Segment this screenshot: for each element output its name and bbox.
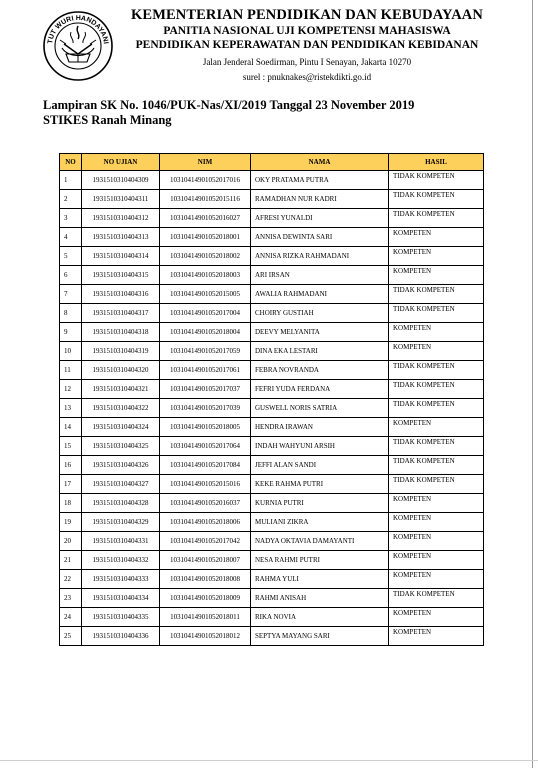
svg-text:TUT WURI HANDAYANI: TUT WURI HANDAYANI	[47, 14, 109, 45]
cell-no: 22	[60, 570, 82, 589]
cell-no: 21	[60, 551, 82, 570]
cell-nim: 10310414901052018005	[160, 418, 251, 437]
cell-nim: 10310414901052018003	[160, 266, 251, 285]
table-row	[60, 570, 484, 589]
cell-nim: 10310414901052018002	[160, 247, 251, 266]
cell-no: 8	[60, 304, 82, 323]
cell-nim: 10310414901052016027	[160, 209, 251, 228]
table-row	[60, 266, 484, 285]
cell-no: 13	[60, 399, 82, 418]
cell-nama: CHOIRY GUSTIAH	[251, 304, 389, 323]
cell-no-ujian: 1931510310404318	[82, 323, 160, 342]
cell-no: 12	[60, 380, 82, 399]
cell-nama: JEFFI ALAN SANDI	[251, 456, 389, 475]
cell-nim: 10310414901052016037	[160, 494, 251, 513]
cell-hasil: KOMPETEN	[389, 532, 484, 551]
cell-nama: INDAH WAHYUNI ARSIH	[251, 437, 389, 456]
cell-no: 23	[60, 589, 82, 608]
cell-nim: 10310414901052017039	[160, 399, 251, 418]
cell-no: 2	[60, 190, 82, 209]
column-header-nama: NAMA	[251, 154, 389, 171]
cell-hasil: KOMPETEN	[389, 228, 484, 247]
cell-no-ujian: 1931510310404313	[82, 228, 160, 247]
cell-no: 19	[60, 513, 82, 532]
results-table	[59, 153, 484, 646]
cell-no: 6	[60, 266, 82, 285]
cell-nama: SEPTYA MAYANG SARI	[251, 627, 389, 646]
cell-nama: KEKE RAHMA PUTRI	[251, 475, 389, 494]
cell-no: 20	[60, 532, 82, 551]
column-header-no: NO	[60, 154, 82, 171]
cell-no: 5	[60, 247, 82, 266]
cell-no-ujian: 1931510310404320	[82, 361, 160, 380]
cell-nim: 10310414901052017016	[160, 171, 251, 190]
cell-hasil: KOMPETEN	[389, 266, 484, 285]
cell-hasil: KOMPETEN	[389, 323, 484, 342]
cell-no-ujian: 1931510310404325	[82, 437, 160, 456]
cell-nama: MULIANI ZIKRA	[251, 513, 389, 532]
cell-no-ujian: 1931510310404333	[82, 570, 160, 589]
cell-no-ujian: 1931510310404317	[82, 304, 160, 323]
cell-nim: 10310414901052018009	[160, 589, 251, 608]
cell-nama: AFRESI YUNALDI	[251, 209, 389, 228]
table-row	[60, 456, 484, 475]
table-row	[60, 532, 484, 551]
cell-nama: ARI IRSAN	[251, 266, 389, 285]
cell-no-ujian: 1931510310404322	[82, 399, 160, 418]
cell-no: 24	[60, 608, 82, 627]
cell-no-ujian: 1931510310404326	[82, 456, 160, 475]
table-row	[60, 437, 484, 456]
table-row	[60, 380, 484, 399]
cell-hasil: KOMPETEN	[389, 494, 484, 513]
table-row	[60, 342, 484, 361]
cell-nama: DINA EKA LESTARI	[251, 342, 389, 361]
table-row	[60, 247, 484, 266]
cell-no-ujian: 1931510310404336	[82, 627, 160, 646]
cell-nama: NADYA OKTAVIA DAMAYANTI	[251, 532, 389, 551]
column-header-nim: NIM	[160, 154, 251, 171]
cell-no-ujian: 1931510310404329	[82, 513, 160, 532]
cell-nim: 10310414901052017037	[160, 380, 251, 399]
cell-nim: 10310414901052017061	[160, 361, 251, 380]
cell-no-ujian: 1931510310404331	[82, 532, 160, 551]
cell-no-ujian: 1931510310404332	[82, 551, 160, 570]
cell-no: 3	[60, 209, 82, 228]
cell-no-ujian: 1931510310404328	[82, 494, 160, 513]
cell-hasil: KOMPETEN	[389, 608, 484, 627]
cell-no: 16	[60, 456, 82, 475]
cell-nama: AWALIA RAHMADANI	[251, 285, 389, 304]
cell-nama: GUSWELL NORIS SATRIA	[251, 399, 389, 418]
cell-no-ujian: 1931510310404334	[82, 589, 160, 608]
cell-hasil: KOMPETEN	[389, 513, 484, 532]
column-header-no-ujian: NO UJIAN	[82, 154, 160, 171]
cell-no-ujian: 1931510310404324	[82, 418, 160, 437]
cell-hasil: KOMPETEN	[389, 418, 484, 437]
cell-no-ujian: 1931510310404312	[82, 209, 160, 228]
cell-no: 25	[60, 627, 82, 646]
cell-hasil: TIDAK KOMPETEN	[389, 209, 484, 228]
table-row	[60, 418, 484, 437]
table-row	[60, 228, 484, 247]
cell-no-ujian: 1931510310404321	[82, 380, 160, 399]
cell-nama: FEBRA NOVRANDA	[251, 361, 389, 380]
cell-no: 11	[60, 361, 82, 380]
cell-no-ujian: 1931510310404314	[82, 247, 160, 266]
table-row	[60, 361, 484, 380]
cell-no-ujian: 1931510310404311	[82, 190, 160, 209]
table-row	[60, 589, 484, 608]
cell-nim: 10310414901052018007	[160, 551, 251, 570]
cell-hasil: KOMPETEN	[389, 627, 484, 646]
cell-no-ujian: 1931510310404309	[82, 171, 160, 190]
cell-hasil: TIDAK KOMPETEN	[389, 190, 484, 209]
cell-hasil: KOMPETEN	[389, 570, 484, 589]
cell-no: 9	[60, 323, 82, 342]
table-row	[60, 304, 484, 323]
address: Jalan Jenderal Soedirman, Pintu I Senayan, Jakarta 10270	[202, 56, 412, 67]
table-row	[60, 494, 484, 513]
cell-nama: FEFRI YUDA FERDANA	[251, 380, 389, 399]
cell-no: 14	[60, 418, 82, 437]
cell-nama: RAHMA YULI	[251, 570, 389, 589]
cell-nim: 10310414901052017004	[160, 304, 251, 323]
table-row	[60, 513, 484, 532]
table-row	[60, 608, 484, 627]
cell-hasil: TIDAK KOMPETEN	[389, 456, 484, 475]
table-header-row	[60, 154, 484, 171]
cell-nim: 10310414901052017059	[160, 342, 251, 361]
decree-reference: Lampiran SK No. 1046/PUK-Nas/XI/2019 Tanggal 23 November 2019	[43, 98, 415, 112]
cell-nim: 10310414901052017084	[160, 456, 251, 475]
institution-name: STIKES Ranah Minang	[43, 113, 172, 127]
table-row	[60, 627, 484, 646]
program-name: PENDIDIKAN KEPERAWATAN DAN PENDIDIKAN KEBIDANAN	[135, 39, 479, 51]
cell-hasil: TIDAK KOMPETEN	[389, 304, 484, 323]
cell-nim: 10310414901052017042	[160, 532, 251, 551]
cell-hasil: TIDAK KOMPETEN	[389, 399, 484, 418]
table-row	[60, 551, 484, 570]
cell-no-ujian: 1931510310404315	[82, 266, 160, 285]
cell-hasil: TIDAK KOMPETEN	[389, 589, 484, 608]
table-row	[60, 209, 484, 228]
cell-no-ujian: 1931510310404335	[82, 608, 160, 627]
cell-no: 17	[60, 475, 82, 494]
cell-nim: 10310414901052018012	[160, 627, 251, 646]
cell-nama: RIKA NOVIA	[251, 608, 389, 627]
ministry-name: KEMENTERIAN PENDIDIKAN DAN KEBUDAYAAN	[131, 7, 483, 23]
cell-hasil: TIDAK KOMPETEN	[389, 475, 484, 494]
cell-no: 18	[60, 494, 82, 513]
cell-nama: ANNISA RIZKA RAHMADANI	[251, 247, 389, 266]
table-row	[60, 171, 484, 190]
cell-nama: OKY PRATAMA PUTRA	[251, 171, 389, 190]
cell-no-ujian: 1931510310404319	[82, 342, 160, 361]
page-bottom-edge	[0, 760, 538, 761]
table-row	[60, 285, 484, 304]
cell-nim: 10310414901052015116	[160, 190, 251, 209]
cell-hasil: TIDAK KOMPETEN	[389, 171, 484, 190]
cell-nama: NESA RAHMI PUTRI	[251, 551, 389, 570]
cell-hasil: TIDAK KOMPETEN	[389, 361, 484, 380]
cell-hasil: KOMPETEN	[389, 551, 484, 570]
cell-nama: ANNISA DEWINTA SARI	[251, 228, 389, 247]
table-row	[60, 190, 484, 209]
column-header-hasil: HASIL	[389, 154, 484, 171]
cell-nim: 10310414901052015016	[160, 475, 251, 494]
table-row	[60, 323, 484, 342]
letterhead	[118, 6, 496, 82]
cell-nim: 10310414901052017064	[160, 437, 251, 456]
cell-nim: 10310414901052018011	[160, 608, 251, 627]
cell-nama: HENDRA IRAWAN	[251, 418, 389, 437]
cell-no: 4	[60, 228, 82, 247]
cell-nim: 10310414901052018004	[160, 323, 251, 342]
cell-nama: DEEVY MELYANITA	[251, 323, 389, 342]
tut-wuri-handayani-logo	[42, 10, 114, 82]
cell-hasil: TIDAK KOMPETEN	[389, 380, 484, 399]
cell-nama: RAHMI ANISAH	[251, 589, 389, 608]
cell-hasil: TIDAK KOMPETEN	[389, 437, 484, 456]
cell-no: 1	[60, 171, 82, 190]
email: surel : pnuknakes@ristekdikti.go.id	[242, 71, 372, 82]
cell-nama: KURNIA PUTRI	[251, 494, 389, 513]
cell-hasil: TIDAK KOMPETEN	[389, 285, 484, 304]
cell-hasil: KOMPETEN	[389, 247, 484, 266]
cell-nim: 10310414901052015005	[160, 285, 251, 304]
cell-nama: RAMADHAN NUR KADRI	[251, 190, 389, 209]
cell-hasil: KOMPETEN	[389, 342, 484, 361]
cell-nim: 10310414901052018008	[160, 570, 251, 589]
table-row	[60, 475, 484, 494]
cell-nim: 10310414901052018001	[160, 228, 251, 247]
committee-name: PANITIA NASIONAL UJI KOMPETENSI MAHASISWA	[163, 24, 451, 37]
cell-no: 7	[60, 285, 82, 304]
cell-no-ujian: 1931510310404316	[82, 285, 160, 304]
cell-nim: 10310414901052018006	[160, 513, 251, 532]
reference-block	[43, 98, 414, 128]
cell-no-ujian: 1931510310404327	[82, 475, 160, 494]
cell-no: 10	[60, 342, 82, 361]
table-row	[60, 399, 484, 418]
cell-no: 15	[60, 437, 82, 456]
